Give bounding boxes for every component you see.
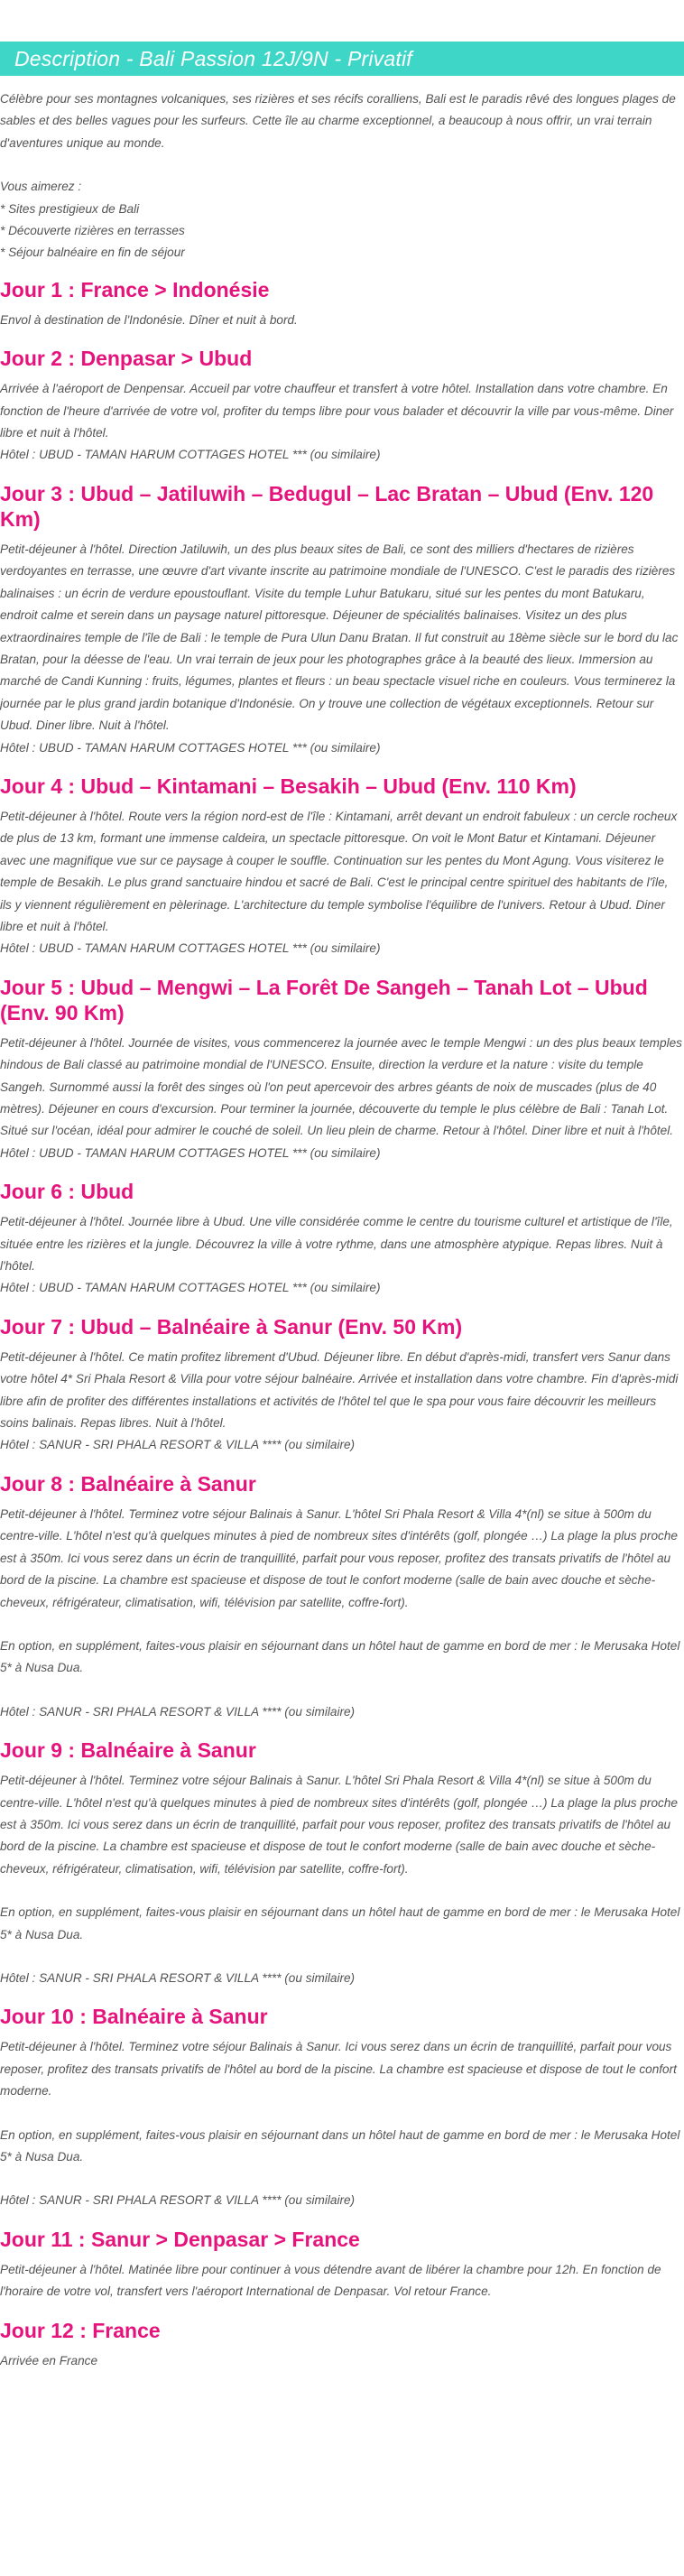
day-title: Jour 10 : Balnéaire à Sanur <box>0 2005 268 2029</box>
day-text: Petit-déjeuner à l'hôtel. Terminez votre séjour Balinais à Sanur. Ici vous serez dans un écrin de tranquillité, parfait pour vous reposer, profitez des transats privatifs de l'hôtel au bord de la piscine. La chambre est spacieuse et dispose de tout le confort moderne. <box>0 2040 677 2099</box>
spacer <box>0 1946 682 1968</box>
intro-section <box>0 88 682 264</box>
day-text: Arrivée en France <box>0 2353 98 2368</box>
day-section <box>0 774 682 960</box>
day-text: Arrivée à l'aéroport de Denpensar. Accueil par votre chauffeur et transfert à votre hôtel. Installation dans votre chambre. En fonction de l'heure d'arrivée de votre vol, profiter du temps libre pour vous balader et découvrir la ville par vous-même. Diner libre et nuit à l'hôtel. <box>0 382 674 440</box>
day-section <box>0 1314 682 1457</box>
day-text: Petit-déjeuner à l'hôtel. Matinée libre pour continuer à vous détendre avant de libérer la chambre pour 12h. En fonction de l'horaire de votre vol, transfert vers l'aéroport International de Denpasar. Vol retour France. <box>0 2262 661 2299</box>
hotel-line: Hôtel : SANUR - SRI PHALA RESORT & VILLA **** (ou similaire) <box>0 1438 356 1452</box>
hotel-line: Hôtel : UBUD - TAMAN HARUM COTTAGES HOTEL *** (ou similaire) <box>0 941 381 956</box>
spacer <box>0 1880 682 1902</box>
day-title: Jour 5 : Ubud – Mengwi – La Forêt De Sangeh – Tanah Lot – Ubud (Env. 90 Km) <box>0 975 648 1024</box>
day-section <box>0 481 682 759</box>
description-content <box>0 88 684 2372</box>
page-title: Description - Bali Passion 12J/9N - Privatif <box>14 46 412 70</box>
spacer <box>0 154 682 176</box>
highlight-item: * Découverte rizières en terrasses <box>0 224 185 238</box>
day-section <box>0 2227 682 2303</box>
hotel-line: Hôtel : UBUD - TAMAN HARUM COTTAGES HOTEL *** (ou similaire) <box>0 740 381 755</box>
day-title: Jour 11 : Sanur > Denpasar > France <box>0 2227 360 2251</box>
day-text: Petit-déjeuner à l'hôtel. Route vers la région nord-est de l'île : Kintamani, arrêt devant un endroit fabuleux : un cercle rocheux de plus de 13 km, formant une immense caldeira, un spectacle pittoresque. On voit le Mont Batur et Kintamani. Déjeuner avec une magnifique vue sur ce paysage à couper le souffle. Continuation sur les pentes du Mont Agung. Vous visiterez le temple de Besakih. Le plus grand sanctuaire hindou et sacré de Bali. C'est le principal centre spirituel des habitants de l'île, ils y viennent régulièrement en pèlerinage. L'architecture du temple symbolise l'équilibre de l'univers. Retour à Ubud. Diner libre et nuit à l'hôtel. <box>0 809 678 933</box>
option-text: En option, en supplément, faites-vous plaisir en séjournant dans un hôtel haut de gamme en bord de mer : le Merusaka Hotel 5* à Nusa Dua. <box>0 1905 680 1941</box>
spacer <box>0 1680 682 1701</box>
hotel-line: Hôtel : UBUD - TAMAN HARUM COTTAGES HOTEL *** (ou similaire) <box>0 1145 381 1160</box>
spacer <box>0 2103 682 2125</box>
day-text: Petit-déjeuner à l'hôtel. Terminez votre séjour Balinais à Sanur. L'hôtel Sri Phala Resort & Villa 4*(nl) se situe à 500m du centre-ville. L'hôtel n'est qu'à quelques minutes à pied de nombreux sites d'intérêts (golf, plongée …) La plage la plus proche est à 350m. Ici vous serez dans un écrin de tranquillité, parfait pour vous reposer, profitez des transats privatifs de l'hôtel au bord de la piscine. La chambre est spacieuse et dispose de tout le confort moderne (salle de bain avec douche et sèche-cheveux, réfrigérateur, climatisation, wifi, télévision par satellite, coffre-fort). <box>0 1774 678 1876</box>
spacer <box>0 2168 682 2190</box>
hotel-line: Hôtel : UBUD - TAMAN HARUM COTTAGES HOTEL *** (ou similaire) <box>0 1281 381 1295</box>
option-text: En option, en supplément, faites-vous plaisir en séjournant dans un hôtel haut de gamme en bord de mer : le Merusaka Hotel 5* à Nusa Dua. <box>0 2127 680 2164</box>
day-section <box>0 346 682 467</box>
day-title: Jour 8 : Balnéaire à Sanur <box>0 1471 256 1496</box>
highlight-item: * Séjour balnéaire en fin de séjour <box>0 246 185 260</box>
day-section <box>0 2004 682 2211</box>
day-title: Jour 6 : Ubud <box>0 1180 134 1204</box>
vous-aimerez-label: Vous aimerez : <box>0 180 82 194</box>
day-title: Jour 7 : Ubud – Balnéaire à Sanur (Env. 50 Km) <box>0 1314 463 1339</box>
day-title: Jour 9 : Balnéaire à Sanur <box>0 1738 256 1763</box>
spacer <box>0 1614 682 1635</box>
option-text: En option, en supplément, faites-vous plaisir en séjournant dans un hôtel haut de gamme en bord de mer : le Merusaka Hotel 5* à Nusa Dua. <box>0 1638 680 1675</box>
day-text: Petit-déjeuner à l'hôtel. Direction Jatiluwih, un des plus beaux sites de Bali, ce sont des milliers d'hectares de rizières verdoyantes en terrasse, une œuvre d'art vivante inscrite au patrimoine mondiale de l'UNESCO. C'est le paradis des rizières balinaises : un écrin de verdure epoustouflant. Visite du temple Luhur Batukaru, situé sur les pentes du mont Batukaru, endroit calme et serein dans un paysage naturel pittoresque. Déjeuner de spécialités balinaises. Visitez un des plus extraordinaires temple de l'île de Bali : le temple de Pura Ulun Danu Bratan. Il fut construit au 18ème siècle sur le bord du lac Bratan, pour la déesse de l'eau. Un vrai terrain de jeux pour les photographes grâce à la beauté des lieux. Immersion au marché de Candi Kunning : fruits, légumes, plantes et fleurs : un beau spectacle visuel riche en couleurs. Vous terminerez la journée par le plus grand jardin botanique d'Indonésie. On y trouve une collection de végétaux exceptionnels. Retour sur Ubud. Diner libre. Nuit à l'hôtel. <box>0 542 679 733</box>
day-section <box>0 277 682 331</box>
day-text: Petit-déjeuner à l'hôtel. Journée libre à Ubud. Une ville considérée comme le centre du tourisme culturel et artistique de l'île, située entre les rizières et la jungle. Découvrez la ville à votre rythme, dans une atmosphère atypique. Repas libres. Nuit à l'hôtel. <box>0 1215 673 1274</box>
hotel-line: Hôtel : SANUR - SRI PHALA RESORT & VILLA **** (ou similaire) <box>0 2193 356 2208</box>
hotel-line: Hôtel : SANUR - SRI PHALA RESORT & VILLA **** (ou similaire) <box>0 1970 356 1985</box>
day-title: Jour 3 : Ubud – Jatiluwih – Bedugul – Lac Bratan – Ubud (Env. 120 Km) <box>0 481 654 531</box>
day-text: Petit-déjeuner à l'hôtel. Ce matin profitez librement d'Ubud. Déjeuner libre. En début d'après-midi, transfert vers Sanur dans votre hôtel 4* Sri Phala Resort & Villa pour votre séjour balnéaire. Arrivée et installation dans votre chambre. Fin d'après-midi libre afin de profiter des différentes installations et activités de l'hôtel tel que le spa pour vous faire découvrir les meilleurs soins balinais. Repas libres. Nuit à l'hôtel. <box>0 1349 679 1431</box>
day-title: Jour 4 : Ubud – Kintamani – Besakih – Ubud (Env. 110 Km) <box>0 774 577 798</box>
day-title: Jour 12 : France <box>0 2318 161 2342</box>
hotel-line: Hôtel : SANUR - SRI PHALA RESORT & VILLA **** (ou similaire) <box>0 1704 356 1719</box>
description-banner <box>0 42 684 76</box>
day-title: Jour 2 : Denpasar > Ubud <box>0 347 253 371</box>
day-section <box>0 975 682 1164</box>
day-text: Petit-déjeuner à l'hôtel. Journée de visites, vous commencerez la journée avec le temple Mengwi : un des plus beaux temples hindous de Bali classé au patrimoine mondial de l'UNESCO. Ensuite, direction la verdure et la nature : visite du temple Sangeh. Surnommé aussi la forêt des singes où l'on peut apercevoir des arbres géants de noix de muscades (plus de 40 mètres). Déjeuner en cours d'excursion. Pour terminer la journée, découverte du temple le plus célèbre de Bali : Tanah Lot. Situé sur l'océan, idéal pour admirer le couché de soleil. Un lieu plein de charme. Retour à l'hôtel. Diner libre et nuit à l'hôtel. <box>0 1035 682 1138</box>
day-text: Petit-déjeuner à l'hôtel. Terminez votre séjour Balinais à Sanur. L'hôtel Sri Phala Resort & Villa 4*(nl) se situe à 500m du centre-ville. L'hôtel n'est qu'à quelques minutes à pied de nombreux sites d'intérêts (golf, plongée …) La plage la plus proche est à 350m. Ici vous serez dans un écrin de tranquillité, parfait pour vous reposer, profitez des transats privatifs de l'hôtel au bord de la piscine. La chambre est spacieuse et dispose de tout le confort moderne (salle de bain avec douche et sèche-cheveux, réfrigérateur, climatisation, wifi, télévision par satellite, coffre-fort). <box>0 1506 678 1609</box>
hotel-line: Hôtel : UBUD - TAMAN HARUM COTTAGES HOTEL *** (ou similaire) <box>0 448 381 462</box>
day-section <box>0 1737 682 1989</box>
intro-text: Célèbre pour ses montagnes volcaniques, ses rizières et ses récifs coralliens, Bali est le paradis rêvé des longues plages de sables et des belles vagues pour les surfeurs. Cette île au charme exceptionnel, a beaucoup à nous offrir, un vrai terrain d'aventures unique au monde. <box>0 92 676 150</box>
day-section <box>0 1179 682 1300</box>
highlight-item: * Sites prestigieux de Bali <box>0 201 140 216</box>
day-section <box>0 1471 682 1723</box>
day-title: Jour 1 : France > Indonésie <box>0 277 270 301</box>
day-section <box>0 2318 682 2372</box>
day-text: Envol à destination de l'Indonésie. Dîner et nuit à bord. <box>0 312 298 327</box>
